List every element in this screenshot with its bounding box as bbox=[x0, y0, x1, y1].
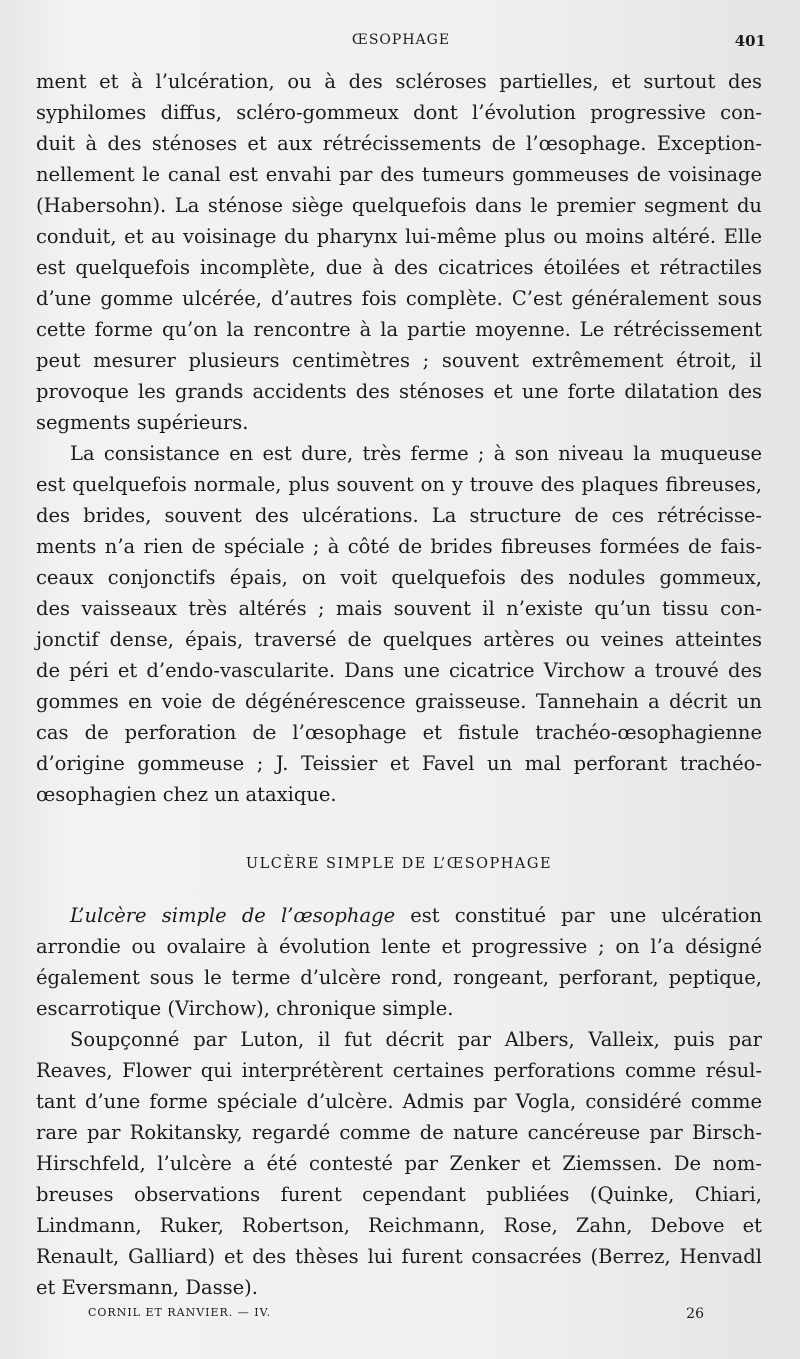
body-text-section bbox=[36, 900, 762, 1303]
paragraph bbox=[36, 1024, 762, 1303]
text-line: est quelquefois normale, plus souvent on y trouve des plaques fibreuses, bbox=[36, 473, 762, 496]
text-line: Renault, Galliard) et des thèses lui furent consacrées (Berrez, Henvadl bbox=[36, 1245, 762, 1268]
text-line: gommes en voie de dégénérescence graisseuse. Tannehain a décrit un bbox=[36, 690, 762, 713]
footer-signature: CORNIL ET RANVIER. — IV. bbox=[88, 1306, 272, 1319]
sheet-number: 26 bbox=[686, 1306, 704, 1322]
text-line: conduit, et au voisinage du pharynx lui-même plus ou moins altéré. Elle bbox=[36, 225, 762, 248]
text-line: ments n’a rien de spéciale ; à côté de brides fibreuses formées de fais- bbox=[36, 535, 762, 558]
text-line: des brides, souvent des ulcérations. La structure de ces rétrécisse- bbox=[36, 504, 762, 527]
text-line bbox=[36, 900, 762, 931]
page-footer bbox=[88, 1306, 704, 1326]
text-line: cas de perforation de l’œsophage et fistule trachéo-œsophagienne bbox=[36, 721, 762, 744]
text-line: ceaux conjonctifs épais, on voit quelquefois des nodules gommeux, bbox=[36, 566, 762, 589]
text-line: syphilomes diffus, scléro-gommeux dont l’évolution progressive con- bbox=[36, 101, 762, 124]
text-line: Hirschfeld, l’ulcère a été contesté par Zenker et Ziemssen. De nom- bbox=[36, 1152, 762, 1175]
text-line: et Eversmann, Dasse). bbox=[36, 1276, 258, 1299]
text-line: duit à des sténoses et aux rétrécissements de l’œsophage. Exception- bbox=[36, 132, 762, 155]
page-number: 401 bbox=[734, 32, 766, 50]
text-line: cette forme qu’on la rencontre à la partie moyenne. Le rétrécissement bbox=[36, 318, 762, 341]
text-line: segments supérieurs. bbox=[36, 411, 249, 434]
text-line: est quelquefois incomplète, due à des cicatrices étoilées et rétractiles bbox=[36, 256, 762, 279]
running-title: ŒSOPHAGE bbox=[351, 32, 451, 48]
text-line: (Habersohn). La sténose siège quelquefois dans le premier segment du bbox=[36, 194, 762, 217]
text-line: œsophagien chez un ataxique. bbox=[36, 783, 337, 806]
paragraph bbox=[36, 438, 762, 810]
text-line: peut mesurer plusieurs centimètres ; souvent extrêmement étroit, il bbox=[36, 349, 762, 372]
text-line: Lindmann, Ruker, Robertson, Reichmann, Rose, Zahn, Debove et bbox=[36, 1214, 762, 1237]
text-line: Soupçonné par Luton, il fut décrit par Albers, Valleix, puis par bbox=[70, 1028, 762, 1051]
text-line: breuses observations furent cependant publiées (Quinke, Chiari, bbox=[36, 1183, 762, 1206]
text-line: également sous le terme d’ulcère rond, rongeant, perforant, peptique, bbox=[36, 966, 762, 989]
text-line: provoque les grands accidents des sténoses et une forte dilatation des bbox=[36, 380, 762, 403]
text-line: arrondie ou ovalaire à évolution lente et progressive ; on l’a désigné bbox=[36, 935, 762, 958]
text-line: rare par Rokitansky, regardé comme de nature cancéreuse par Birsch- bbox=[36, 1121, 762, 1144]
text-fragment: est constitué par une ulcération bbox=[395, 904, 762, 927]
text-line: tant d’une forme spéciale d’ulcère. Admis par Vogla, considéré comme bbox=[36, 1090, 762, 1113]
text-line: ment et à l’ulcération, ou à des scléroses partielles, et surtout des bbox=[36, 70, 762, 93]
text-line: des vaisseaux très altérés ; mais souvent il n’existe qu’un tissu con- bbox=[36, 597, 762, 620]
section-heading: ULCÈRE SIMPLE DE L’ŒSOPHAGE bbox=[245, 856, 553, 872]
text-line: La consistance en est dure, très ferme ; à son niveau la muqueuse bbox=[70, 442, 762, 465]
italic-term: L’ulcère simple de l’œsophage bbox=[70, 904, 396, 927]
text-line: d’une gomme ulcérée, d’autres fois complète. C’est généralement sous bbox=[36, 287, 762, 310]
text-line: jonctif dense, épais, traversé de quelques artères ou veines atteintes bbox=[36, 628, 762, 651]
paragraph bbox=[36, 66, 762, 438]
text-line: Reaves, Flower qui interprétèrent certaines perforations comme résul- bbox=[36, 1059, 762, 1082]
text-line: d’origine gommeuse ; J. Teissier et Favel un mal perforant trachéo- bbox=[36, 752, 762, 775]
body-text-top bbox=[36, 66, 762, 810]
text-line: nellement le canal est envahi par des tumeurs gommeuses de voisinage bbox=[36, 163, 762, 186]
text-line: escarrotique (Virchow), chronique simple. bbox=[36, 997, 454, 1020]
running-head bbox=[36, 32, 766, 54]
text-line: de péri et d’endo-vascularite. Dans une cicatrice Virchow a trouvé des bbox=[36, 659, 762, 682]
paragraph bbox=[36, 900, 762, 1024]
